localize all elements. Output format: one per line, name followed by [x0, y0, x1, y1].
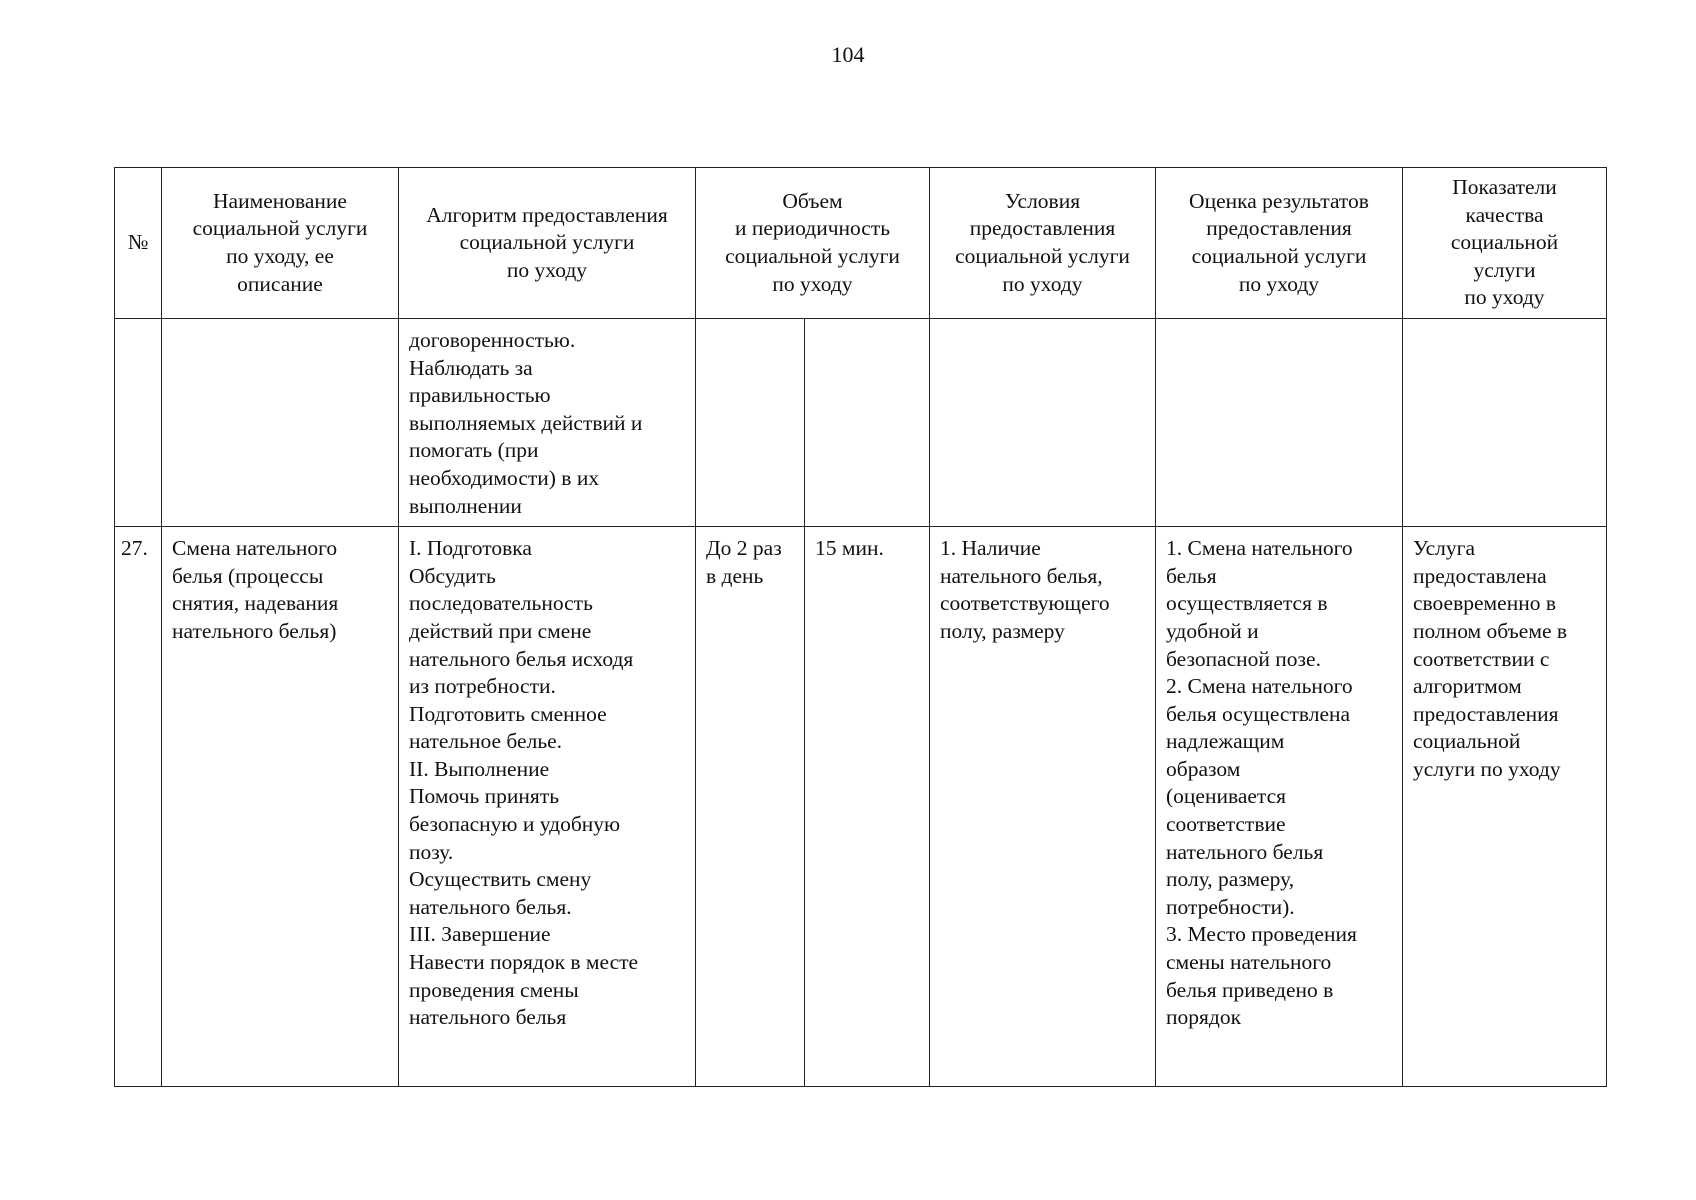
page-number: 104: [831, 42, 865, 67]
header-conditions: Условия предоставления социальной услуги по уходу: [930, 168, 1156, 319]
table-row: [115, 527, 1607, 1087]
cell-conditions: [930, 318, 1156, 526]
cell-assessment: [1156, 318, 1403, 526]
cell-assessment: 1. Смена нательного белья осуществляется в удобной и безопасной позе. 2. Смена нательного белья осуществлена надлежащим образом (оценивается соответствие нательного белья полу, размеру, потребности). 3. Место проведения смены нательного белья приведено в порядок: [1156, 527, 1403, 1087]
table-row: [115, 318, 1607, 526]
cell-frequency: [696, 318, 805, 526]
services-table: [114, 167, 1607, 1087]
cell-frequency: До 2 раз в день: [696, 527, 805, 1087]
cell-num: 27.: [115, 527, 162, 1087]
header-algorithm: Алгоритм предоставления социальной услуги по уходу: [399, 168, 696, 319]
cell-service-name: Смена нательного белья (процессы снятия, надевания нательного белья): [162, 527, 399, 1087]
cell-service-name: [162, 318, 399, 526]
cell-duration: 15 мин.: [805, 527, 930, 1087]
cell-conditions: 1. Наличие нательного белья, соответствующего полу, размеру: [930, 527, 1156, 1087]
header-volume: Объем и периодичность социальной услуги по уходу: [696, 168, 930, 319]
cell-algorithm: I. Подготовка Обсудить последовательность действий при смене нательного белья исходя из потребности. Подготовить сменное нательное белье. II. Выполнение Помочь принять безопасную и удобную позу. Осуществить смену нательного белья. III. Завершение Навести порядок в месте проведения смены нательного белья: [399, 527, 696, 1087]
cell-algorithm: договоренностью. Наблюдать за правильностью выполняемых действий и помогать (при необходимости) в их выполнении: [399, 318, 696, 526]
header-service-name: Наименование социальной услуги по уходу, ее описание: [162, 168, 399, 319]
header-assessment: Оценка результатов предоставления социальной услуги по уходу: [1156, 168, 1403, 319]
table-header-row: [115, 168, 1607, 319]
header-quality: Показатели качества социальной услуги по уходу: [1403, 168, 1607, 319]
header-num: №: [115, 168, 162, 319]
cell-quality: [1403, 318, 1607, 526]
cell-duration: [805, 318, 930, 526]
cell-num: [115, 318, 162, 526]
cell-quality: Услуга предоставлена своевременно в полном объеме в соответствии с алгоритмом предоставления социальной услуги по уходу: [1403, 527, 1607, 1087]
